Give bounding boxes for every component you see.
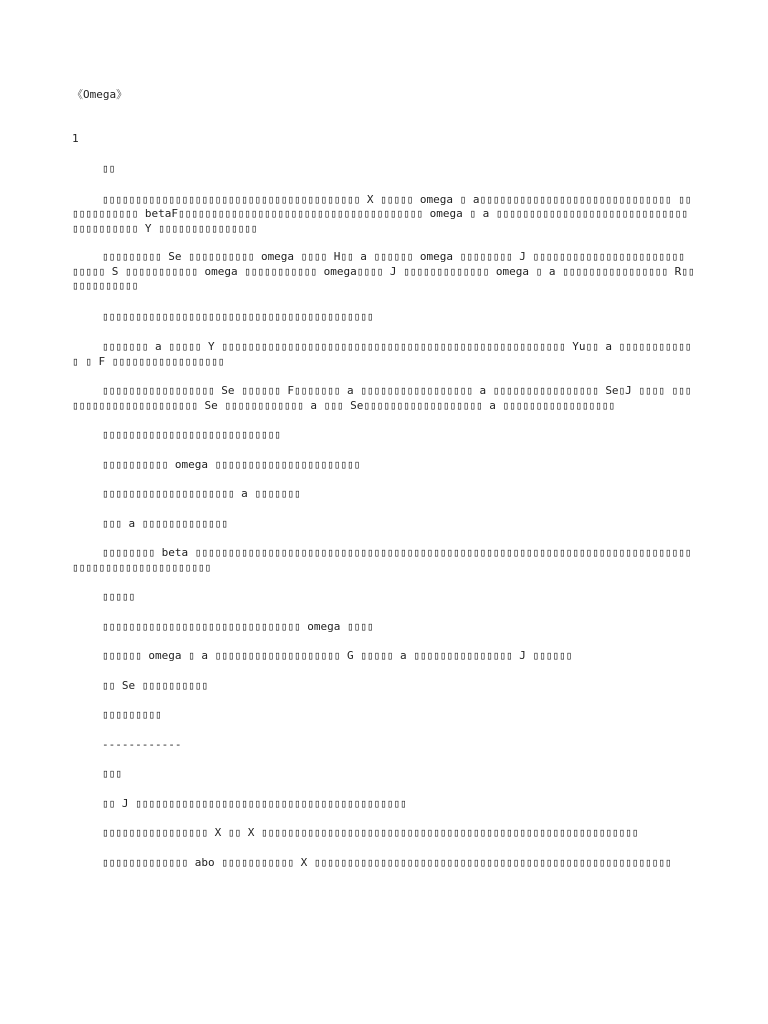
paragraph: ▯▯▯ a ▯▯▯▯▯▯▯▯▯▯▯▯▯ [102,516,228,530]
paragraph: ▯▯▯▯▯▯▯▯▯▯▯▯▯▯▯▯▯ Se ▯▯▯▯▯▯ F▯▯▯▯▯▯▯ a ▯▯▯▯▯▯▯▯▯▯▯▯▯▯▯▯▯ a ▯▯▯▯▯▯▯▯▯▯▯▯▯▯▯▯ Se▯J ▯▯▯▯ ▯▯▯▯▯▯▯▯▯▯▯▯▯▯▯▯▯▯▯▯▯▯ Se ▯▯▯▯▯▯▯▯▯▯▯▯ a ▯▯▯ Se▯▯▯▯▯▯▯▯▯▯▯▯▯▯▯▯▯▯ a ▯▯▯▯▯▯▯▯▯▯▯▯▯▯▯▯▯ [72,384,692,412]
paragraph: ▯▯ Se ▯▯▯▯▯▯▯▯▯▯ [102,678,208,692]
paragraph: ▯▯▯▯▯▯▯▯▯▯▯▯▯▯▯▯▯▯▯▯▯▯▯▯▯▯▯ [102,428,281,441]
paragraph: ▯▯ [102,162,116,175]
paragraph: ▯▯▯▯▯▯▯▯▯▯▯▯▯▯▯▯ X ▯▯ X ▯▯▯▯▯▯▯▯▯▯▯▯▯▯▯▯▯▯▯▯▯▯▯▯▯▯▯▯▯▯▯▯▯▯▯▯▯▯▯▯▯▯▯▯▯▯▯▯▯▯▯▯▯▯▯▯▯ [102,826,639,839]
paragraph: ▯▯▯▯▯▯▯▯▯ [102,708,162,721]
paragraph: ▯▯ J ▯▯▯▯▯▯▯▯▯▯▯▯▯▯▯▯▯▯▯▯▯▯▯▯▯▯▯▯▯▯▯▯▯▯▯▯▯▯▯▯▯ [102,796,407,810]
paragraph: ▯▯▯▯▯ [102,590,136,603]
paragraph: ▯▯▯▯▯▯▯▯▯▯ omega ▯▯▯▯▯▯▯▯▯▯▯▯▯▯▯▯▯▯▯▯▯▯ [102,457,361,471]
paragraph: ▯▯▯▯▯▯▯ a ▯▯▯▯▯ Y ▯▯▯▯▯▯▯▯▯▯▯▯▯▯▯▯▯▯▯▯▯▯▯▯▯▯▯▯▯▯▯▯▯▯▯▯▯▯▯▯▯▯▯▯▯▯▯▯▯▯▯▯ Yu▯▯ a ▯▯▯▯▯▯▯▯▯▯▯▯ ▯ F ▯▯▯▯▯▯▯▯▯▯▯▯▯▯▯▯▯ [72,340,692,368]
paragraph: ▯▯▯▯▯▯▯▯▯▯▯▯▯▯▯▯▯▯▯▯▯▯▯▯▯▯▯▯▯▯▯▯▯▯▯▯▯▯▯▯▯ [102,309,374,323]
paragraph: ▯▯▯▯▯▯ omega ▯ a ▯▯▯▯▯▯▯▯▯▯▯▯▯▯▯▯▯▯▯ G ▯▯▯▯▯ a ▯▯▯▯▯▯▯▯▯▯▯▯▯▯▯ J ▯▯▯▯▯▯ [102,649,573,662]
paragraph: ▯▯▯ [102,767,122,780]
paragraph: ▯▯▯▯▯▯▯▯▯▯▯▯▯ abo ▯▯▯▯▯▯▯▯▯▯▯ X ▯▯▯▯▯▯▯▯▯▯▯▯▯▯▯▯▯▯▯▯▯▯▯▯▯▯▯▯▯▯▯▯▯▯▯▯▯▯▯▯▯▯▯▯▯▯▯▯▯▯▯▯▯▯ [102,855,672,869]
document-title: 《Omega》 [72,88,128,101]
paragraph: ▯▯▯▯▯▯▯▯ beta ▯▯▯▯▯▯▯▯▯▯▯▯▯▯▯▯▯▯▯▯▯▯▯▯▯▯▯▯▯▯▯▯▯▯▯▯▯▯▯▯▯▯▯▯▯▯▯▯▯▯▯▯▯▯▯▯▯▯▯▯▯▯▯▯▯▯▯▯▯▯▯▯▯▯▯▯▯▯▯▯▯▯▯▯▯▯▯▯▯▯▯▯▯▯▯▯ [72,546,692,574]
paragraph: ▯▯▯▯▯▯▯▯▯▯▯▯▯▯▯▯▯▯▯▯▯▯▯▯▯▯▯▯▯▯▯▯▯▯▯▯▯▯▯ X ▯▯▯▯▯ omega ▯ a▯▯▯▯▯▯▯▯▯▯▯▯▯▯▯▯▯▯▯▯▯▯▯▯▯▯▯▯▯ ▯▯▯▯▯▯▯▯▯▯▯▯ betaF▯▯▯▯▯▯▯▯▯▯▯▯▯▯▯▯▯▯▯▯▯▯▯▯▯▯▯▯▯▯▯▯▯▯▯▯▯ omega ▯ a ▯▯▯▯▯▯▯▯▯▯▯▯▯▯▯▯▯▯▯▯▯▯▯▯▯▯▯▯▯ ▯▯▯▯▯▯▯▯▯▯ Y ▯▯▯▯▯▯▯▯▯▯▯▯▯▯▯ [72,192,692,235]
paragraph: ▯▯▯▯▯▯▯▯▯▯▯▯▯▯▯▯▯▯▯▯▯▯▯▯▯▯▯▯▯▯ omega ▯▯▯▯ [102,619,374,633]
paragraph: ------------ [102,737,182,751]
paragraph: ▯▯▯▯▯▯▯▯▯▯▯▯▯▯▯▯▯▯▯▯ a ▯▯▯▯▯▯▯ [102,487,301,500]
paragraph: ▯▯▯▯▯▯▯▯▯ Se ▯▯▯▯▯▯▯▯▯▯ omega ▯▯▯▯ H▯▯ a ▯▯▯▯▯▯ omega ▯▯▯▯▯▯▯▯ J ▯▯▯▯▯▯▯▯▯▯▯▯▯▯▯▯▯▯▯▯▯▯▯ ▯▯▯▯▯ S ▯▯▯▯▯▯▯▯▯▯▯ omega ▯▯▯▯▯▯▯▯▯▯▯ omega▯▯▯▯ J ▯▯▯▯▯▯▯▯▯▯▯▯▯ omega ▯ a ▯▯▯▯▯▯▯▯▯▯▯▯▯▯▯▯ R▯▯▯▯▯▯▯▯▯▯▯▯ [72,250,695,292]
chapter-number: 1 [72,132,79,145]
document-page [72,88,697,870]
